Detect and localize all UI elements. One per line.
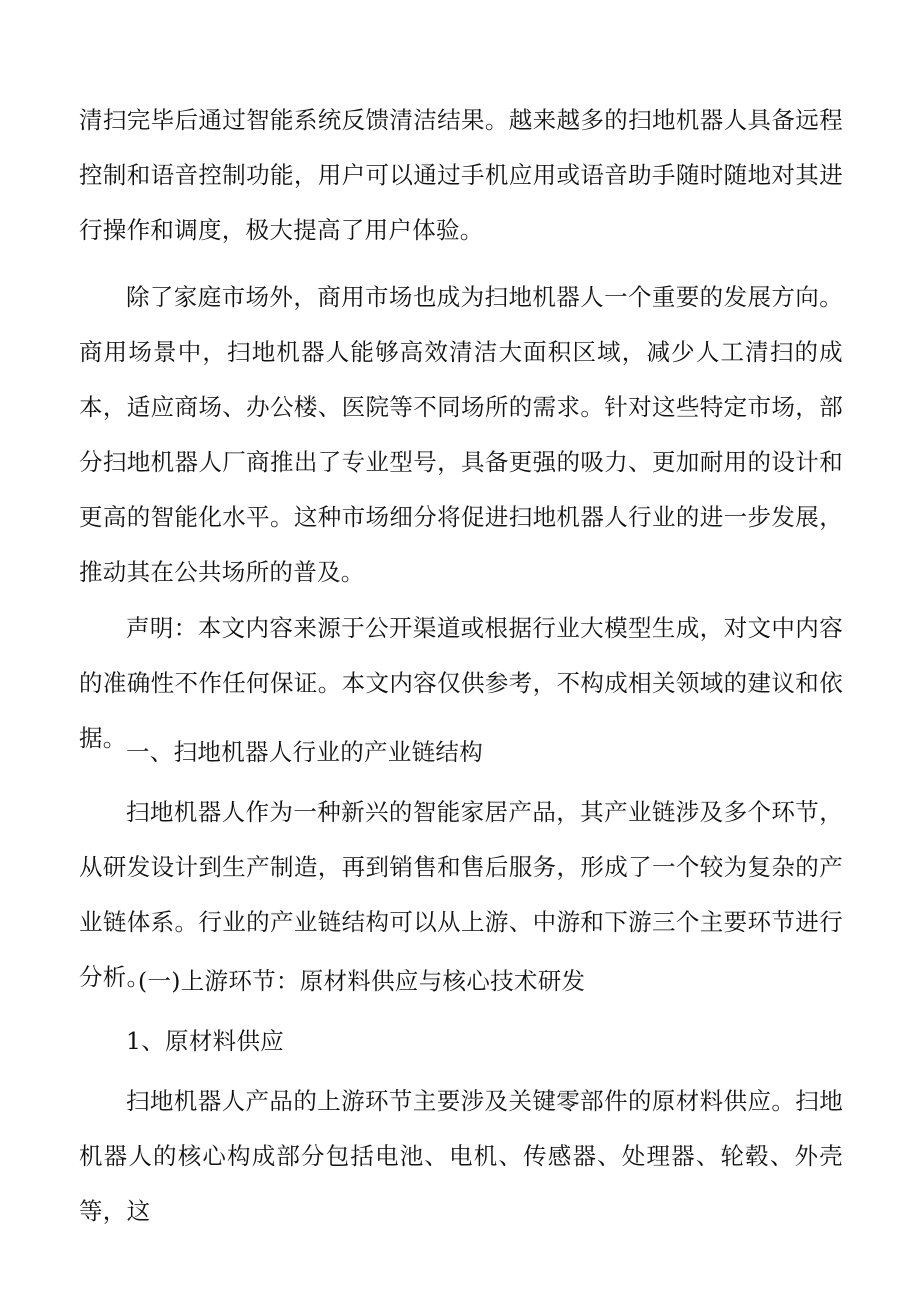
body-paragraph-continued: 清扫完毕后通过智能系统反馈清洁结果。越来越多的扫地机器人具备远程控制和语音控制功能，用户可以通过手机应用或语音助手随时随地对其进行操作和调度，极大提高了用户体验。 xyxy=(79,106,843,244)
subsection-heading-upstream: (一)上游环节：原材料供应与核心技术研发 xyxy=(138,967,586,995)
body-paragraph-commercial-market: 除了家庭市场外，商用市场也成为扫地机器人一个重要的发展方向。商用场景中，扫地机器人能够高效清洁大面积区域，减少人工清扫的成本，适应商场、办公楼、医院等不同场所的需求。针对这些特定市场，部分扫地机器人厂商推出了专业型号，具备更强的吸力、更加耐用的设计和更高的智能化水平。这种市场细分将促进扫地机器人行业的进一步发展，推动其在公共场所的普及。 xyxy=(79,283,843,586)
disclaimer-paragraph: 声明：本文内容来源于公开渠道或根据行业大模型生成，对文中内容的准确性不作任何保证。本文内容仅供参考，不构成相关领域的建议和依据。 xyxy=(79,614,843,752)
body-paragraph-industry-chain: 扫地机器人作为一种新兴的智能家居产品，其产业链涉及多个环节，从研发设计到生产制造，再到销售和售后服务，形成了一个较为复杂的产业链体系。行业的产业链结构可以从上游、中游和下游三个主要环节进行分析。 xyxy=(79,798,843,991)
body-paragraph-raw-materials: 扫地机器人产品的上游环节主要涉及关键零部件的原材料供应。扫地机器人的核心构成部分包括电池、电机、传感器、处理器、轮毂、外壳等，这 xyxy=(79,1087,843,1225)
section-heading-industry-chain: 一、扫地机器人行业的产业链结构 xyxy=(126,738,483,766)
subsubsection-heading-raw-materials: 1、原材料供应 xyxy=(126,1027,285,1055)
